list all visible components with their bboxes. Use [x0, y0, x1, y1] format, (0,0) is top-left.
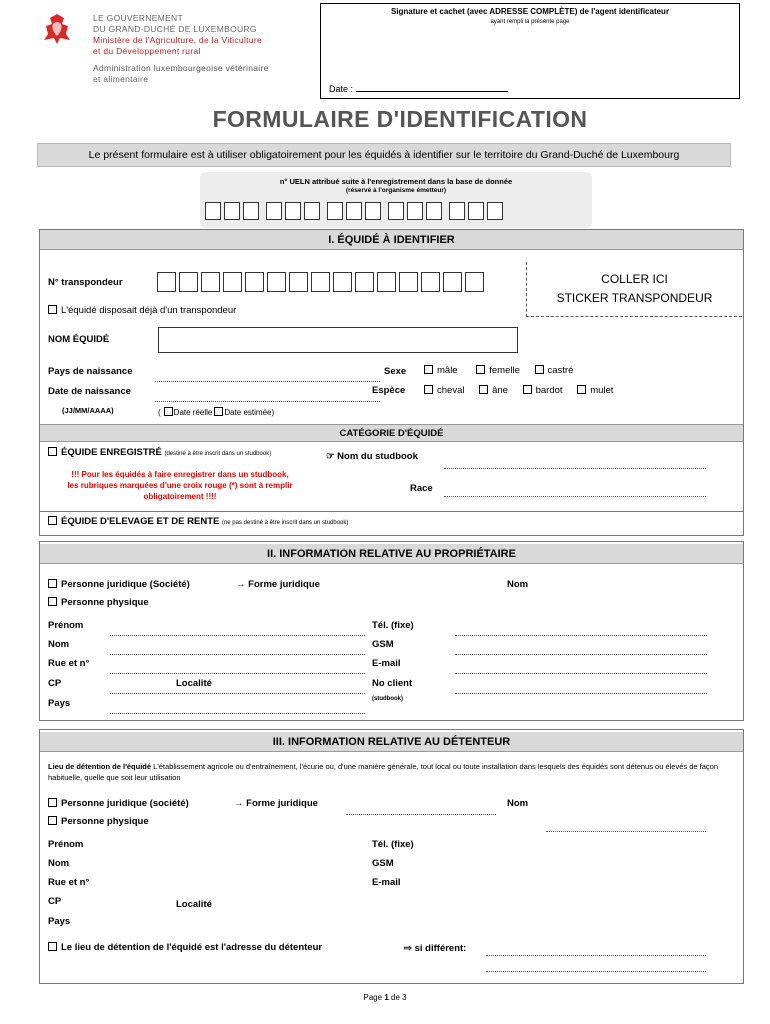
- footer-of-word: de: [391, 993, 400, 1002]
- transponder-cell[interactable]: [443, 272, 462, 292]
- warning-line-2: les rubriques marquées d'une croix rouge (*) sont à remplir: [67, 481, 293, 490]
- species-label: Espèce: [372, 385, 406, 396]
- signature-date[interactable]: [329, 84, 508, 94]
- registered-label: ÉQUIDE ENREGISTRÉ: [61, 447, 162, 458]
- sex-male-checkbox[interactable]: [424, 365, 433, 374]
- holder-address-line-1[interactable]: [486, 955, 706, 956]
- transponder-cell[interactable]: [201, 272, 220, 292]
- intro-text: Le présent formulaire est à utiliser obligatoirement pour les équidés à identifier sur le territoire du Grand-Duché de Luxembourg: [37, 143, 731, 167]
- owner-client-line[interactable]: [455, 693, 707, 694]
- date-estimated-checkbox[interactable]: [214, 407, 223, 416]
- footer-page-word: Page: [363, 993, 383, 1002]
- date-real-checkbox[interactable]: [164, 407, 173, 416]
- ueln-cell[interactable]: [285, 202, 301, 220]
- species-mule-checkbox[interactable]: [577, 385, 586, 394]
- owner-legal-form: [236, 579, 320, 590]
- transponder-cell[interactable]: [245, 272, 264, 292]
- sex-gelding-label: castré: [547, 365, 574, 376]
- sex-female-label: femelle: [489, 365, 520, 376]
- holder-legal-form: [234, 798, 318, 809]
- studbook-warning: [48, 469, 312, 502]
- owner-client-label: No client: [372, 678, 413, 689]
- holder-company-name-label: Nom: [507, 798, 529, 809]
- owner-natural-person[interactable]: [48, 597, 149, 608]
- species-mule-label: mulet: [590, 385, 614, 396]
- category-divider: [40, 511, 743, 512]
- ueln-cell[interactable]: [426, 202, 442, 220]
- ueln-cell[interactable]: [243, 202, 259, 220]
- sex-options[interactable]: [424, 365, 573, 376]
- holder-firstname-label: Prénom: [48, 839, 84, 850]
- sticker-line-1: COLLER ICI: [601, 272, 668, 286]
- arrow-right-icon: →: [234, 798, 247, 809]
- transponder-cell[interactable]: [223, 272, 242, 292]
- registered-note: (destiné à être inscrit dans un studbook): [164, 451, 272, 457]
- footer-page-total: 3: [402, 993, 407, 1002]
- ueln-cell[interactable]: [388, 202, 404, 220]
- owner-postcode-label: CP: [48, 678, 62, 689]
- holder-description-line-2: équidés sont détenus ou élevés de façon habituelle, quelle que soit leur utilisation: [48, 762, 719, 782]
- sex-label: Sexe: [384, 366, 407, 377]
- date-label: Date :: [329, 84, 354, 94]
- owner-country-label: Pays: [48, 698, 71, 709]
- pointer-icon: ☞: [326, 451, 338, 462]
- birth-date-line[interactable]: [155, 401, 380, 402]
- owner-legal-person-checkbox[interactable]: [48, 579, 57, 588]
- ueln-cells[interactable]: [205, 202, 506, 220]
- species-hinny-label: bardot: [535, 385, 563, 396]
- admin-line-1: Administration luxembourgeoise vétérinaire: [93, 63, 269, 73]
- holder-natural-person-label: Personne physique: [61, 816, 149, 827]
- arrow-right-icon: ⇨: [404, 943, 415, 954]
- species-options[interactable]: [424, 385, 613, 396]
- admin-line-2: et alimentaire: [93, 74, 149, 84]
- owner-gsm-label: GSM: [372, 639, 394, 650]
- ueln-cell[interactable]: [487, 202, 503, 220]
- owner-firstname-line[interactable]: [110, 635, 365, 636]
- owner-legal-form-label: Forme juridique: [248, 579, 320, 590]
- holder-same-address-label: Le lieu de détention de l'équidé est l'adresse du détenteur: [61, 942, 323, 953]
- transponder-cell[interactable]: [355, 272, 374, 292]
- date-format: (JJ/MM/AAAA): [62, 406, 114, 415]
- footer-page-num: 1: [384, 993, 389, 1002]
- transponder-cell[interactable]: [179, 272, 198, 292]
- birth-date-label: Date de naissance: [48, 386, 131, 397]
- category-title: CATÉGORIE D'ÉQUIDÉ: [40, 424, 743, 442]
- holder-description-line-1: L'établissement agricole ou d'entraînement, l'écurie ou, d'une manière générale, tout local ou toute installation dans lesquels des: [153, 762, 580, 771]
- transponder-cell[interactable]: [333, 272, 352, 292]
- owner-street-line[interactable]: [110, 673, 365, 674]
- birth-country-line[interactable]: [155, 381, 380, 382]
- sex-male-label: mâle: [437, 365, 458, 376]
- species-hinny-checkbox[interactable]: [523, 385, 532, 394]
- owner-studbook-note: (studbook): [372, 696, 403, 702]
- transponder-cell[interactable]: [157, 272, 176, 292]
- transponder-cell[interactable]: [421, 272, 440, 292]
- ueln-cell[interactable]: [365, 202, 381, 220]
- race-line[interactable]: [444, 496, 706, 497]
- holder-legal-person[interactable]: [48, 798, 189, 809]
- holder-description: [48, 761, 738, 783]
- breeding-note: (ne pas destiné à être inscrit dans un studbook): [221, 520, 349, 526]
- ueln-cell[interactable]: [304, 202, 320, 220]
- section-owner: [39, 541, 744, 721]
- sex-gelding-checkbox[interactable]: [535, 365, 544, 374]
- holder-lastname-label: Nom: [48, 858, 70, 869]
- transponder-cell[interactable]: [267, 272, 286, 292]
- previous-transponder[interactable]: [48, 305, 236, 316]
- ministry-line-2: et du Développement rural: [93, 46, 201, 56]
- species-horse-checkbox[interactable]: [424, 385, 433, 394]
- section-1-title: I. ÉQUIDÉ À IDENTIFIER: [40, 230, 743, 250]
- studbook-name-text: Nom du studbook: [337, 451, 418, 462]
- transponder-cell[interactable]: [377, 272, 396, 292]
- section-3-title: III. INFORMATION RELATIVE AU DÉTENTEUR: [40, 732, 743, 752]
- holder-same-address[interactable]: [48, 942, 322, 953]
- government-text: [93, 13, 269, 85]
- transponder-cell[interactable]: [311, 272, 330, 292]
- warning-line-1: !!! Pour les équidés à faire enregistrer dans un studbook,: [71, 470, 289, 479]
- ueln-cell[interactable]: [449, 202, 465, 220]
- holder-address-line-2[interactable]: [486, 971, 706, 972]
- holder-postcode-label: CP: [48, 896, 62, 907]
- ueln-cell[interactable]: [224, 202, 240, 220]
- ministry-line-1: Ministère de l'Agriculture, de la Viticulture: [93, 35, 262, 45]
- name-label: NOM ÉQUIDÉ: [48, 334, 110, 345]
- owner-company-name-label: Nom: [507, 579, 529, 590]
- name-input[interactable]: [158, 327, 518, 353]
- holder-description-bold: Lieu de détention de l'équidé: [48, 762, 152, 771]
- transponder-cell[interactable]: [399, 272, 418, 292]
- arrow-right-icon: →: [236, 579, 249, 590]
- owner-street-label: Rue et n°: [48, 658, 90, 669]
- gov-line-1: LE GOUVERNEMENT: [93, 13, 183, 23]
- species-horse-label: cheval: [437, 385, 465, 396]
- holder-if-different: [404, 943, 466, 954]
- owner-legal-person[interactable]: [48, 579, 190, 590]
- sticker-area: [526, 262, 742, 317]
- date-real-label: Date réelle: [173, 408, 213, 417]
- holder-country-label: Pays: [48, 916, 71, 927]
- ueln-cell[interactable]: [327, 202, 343, 220]
- ueln-cell[interactable]: [468, 202, 484, 220]
- warning-line-3: obligatoirement !!!!: [143, 492, 217, 501]
- transponder-cells[interactable]: [157, 272, 487, 292]
- holder-legal-person-checkbox[interactable]: [48, 798, 57, 807]
- holder-locality-label: Localité: [176, 899, 212, 910]
- signature-box[interactable]: [320, 3, 740, 99]
- section-holder: [39, 729, 744, 984]
- transponder-label: N° transpondeur: [48, 277, 123, 288]
- sticker-line-2: STICKER TRANSPONDEUR: [556, 291, 713, 305]
- previous-transponder-checkbox[interactable]: [48, 305, 57, 314]
- holder-gsm-label: GSM: [372, 858, 394, 869]
- owner-email-line[interactable]: [455, 673, 707, 674]
- species-donkey-label: âne: [492, 385, 508, 396]
- owner-firstname-label: Prénom: [48, 620, 84, 631]
- signature-title: Signature et cachet (avec ADRESSE COMPLÈTE) de l'agent identificateur: [390, 7, 670, 16]
- owner-locality-line[interactable]: [110, 693, 365, 694]
- holder-natural-person[interactable]: [48, 816, 149, 827]
- holder-street-label: Rue et n°: [48, 877, 90, 888]
- signature-subtitle: ayant rempli la présente page: [490, 19, 570, 25]
- holder-phone-label: Tél. (fixe): [372, 839, 414, 850]
- owner-gsm-line[interactable]: [455, 654, 707, 655]
- owner-natural-person-label: Personne physique: [61, 597, 149, 608]
- species-donkey-checkbox[interactable]: [479, 385, 488, 394]
- ueln-cell[interactable]: [346, 202, 362, 220]
- ueln-title: n° UELN attribué suite à l'enregistrement dans la base de donnée: [279, 177, 513, 186]
- studbook-name-line[interactable]: [444, 468, 706, 469]
- race-label: Race: [410, 483, 433, 494]
- holder-legal-form-line[interactable]: [346, 814, 496, 815]
- ueln-subtitle: (réservé à l'organisme émetteur): [345, 187, 447, 194]
- ueln-cell[interactable]: [205, 202, 221, 220]
- transponder-cell[interactable]: [289, 272, 308, 292]
- holder-same-address-checkbox[interactable]: [48, 942, 57, 951]
- owner-lastname-line[interactable]: [110, 654, 365, 655]
- studbook-name-label: [326, 451, 418, 462]
- owner-locality-label: Localité: [176, 678, 212, 689]
- section-equide: [39, 229, 744, 536]
- holder-legal-form-label: Forme juridique: [246, 798, 318, 809]
- holder-email-label: E-mail: [372, 877, 401, 888]
- transponder-cell[interactable]: [465, 272, 484, 292]
- sex-female-checkbox[interactable]: [476, 365, 485, 374]
- section-2-title: II. INFORMATION RELATIVE AU PROPRIÉTAIRE: [40, 544, 743, 564]
- owner-phone-line[interactable]: [455, 635, 707, 636]
- owner-natural-person-checkbox[interactable]: [48, 597, 57, 606]
- page-title: FORMULAIRE D'IDENTIFICATION: [212, 106, 588, 132]
- previous-transponder-label: L'équidé disposait déjà d'un transpondeur: [61, 305, 237, 316]
- breeding-label: ÉQUIDE D'ELEVAGE ET DE RENTE: [61, 516, 220, 527]
- breeding-equide[interactable]: [48, 516, 348, 527]
- registered-equide[interactable]: [48, 447, 271, 458]
- holder-company-name-line[interactable]: [546, 831, 706, 832]
- page-footer: [0, 993, 770, 1002]
- date-type[interactable]: ( Date réelle Date estimée): [158, 408, 275, 417]
- holder-if-different-label: si différent:: [414, 943, 467, 954]
- luxembourg-lion-logo: [40, 12, 74, 46]
- owner-legal-person-label: Personne juridique (Société): [61, 579, 190, 590]
- owner-email-label: E-mail: [372, 658, 401, 669]
- registered-checkbox[interactable]: [48, 447, 57, 456]
- date-line[interactable]: [356, 91, 508, 92]
- ueln-cell[interactable]: [407, 202, 423, 220]
- owner-phone-label: Tél. (fixe): [372, 620, 414, 631]
- date-estimated-label: Date estimée: [224, 408, 272, 417]
- holder-natural-person-checkbox[interactable]: [48, 816, 57, 825]
- ueln-cell[interactable]: [266, 202, 282, 220]
- holder-legal-person-label: Personne juridique (société): [61, 798, 189, 809]
- birth-country-label: Pays de naissance: [48, 366, 133, 377]
- breeding-checkbox[interactable]: [48, 516, 57, 525]
- owner-lastname-label: Nom: [48, 639, 70, 650]
- owner-country-line[interactable]: [110, 713, 365, 714]
- gov-line-2: DU GRAND-DUCHÉ DE LUXEMBOURG: [93, 24, 257, 34]
